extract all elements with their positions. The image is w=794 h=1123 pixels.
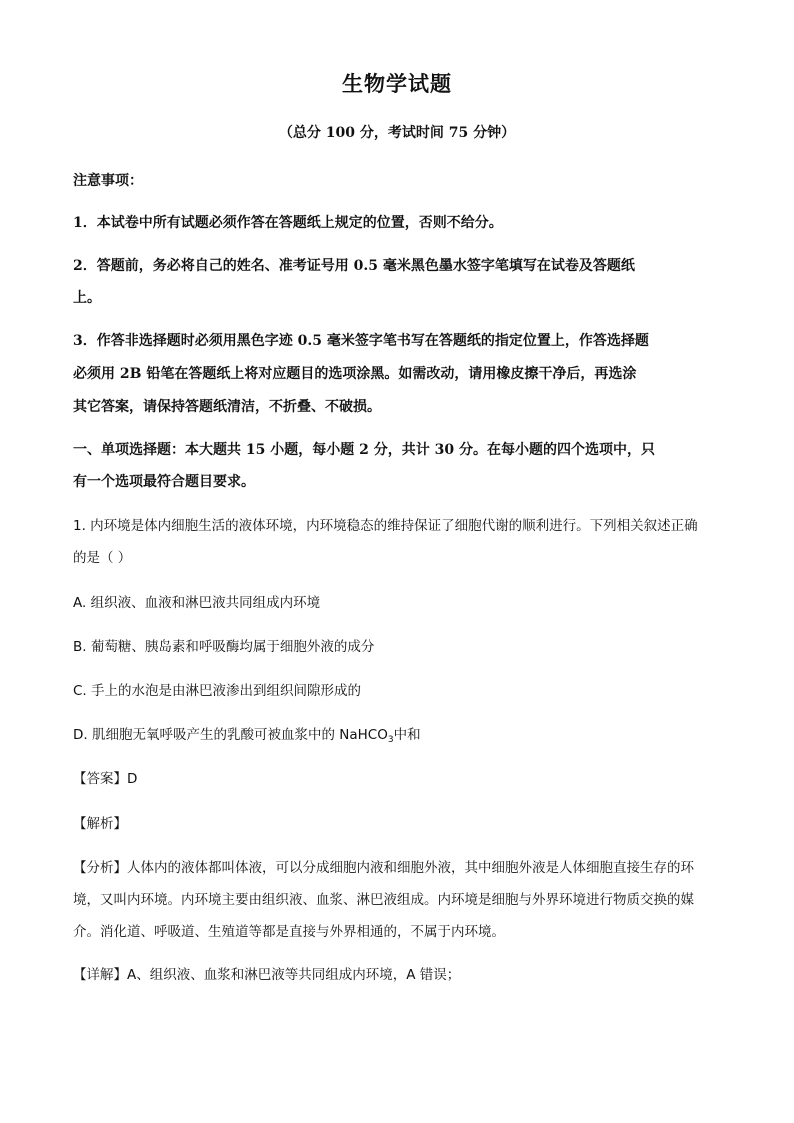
option-a: A. 组织液、血液和淋巴液共同组成内环境 (73, 595, 321, 611)
question-stem-line-2: 的是（ ） (73, 550, 132, 566)
notice-item-2-line-2: 上。 (73, 290, 101, 306)
page-subtitle: （总分 100 分，考试时间 75 分钟） (278, 125, 516, 141)
notice-item-3-line-3: 其它答案，请保持答题纸清洁，不折叠、不破损。 (73, 399, 381, 415)
question-stem-line-1: 1. 内环境是体内细胞生活的液体环境，内环境稳态的维持保证了细胞代谢的顺利进行。下列相关叙述正确 (73, 518, 698, 534)
fenxi-line-1 (73, 856, 694, 876)
analysis-line (73, 812, 127, 832)
page-title: 生物学试题 (342, 71, 452, 96)
answer-line (73, 767, 137, 787)
fenxi-line-3: 介。消化道、呼吸道、生殖道等都是直接与外界相通的，不属于内环境。 (73, 924, 505, 940)
answer-tag: 【答案】 (73, 771, 127, 787)
option-c: C. 手上的水泡是由淋巴液渗出到组织间隙形成的 (73, 683, 362, 699)
xiangjie-line-1 (73, 963, 460, 983)
notice-item-3-line-2: 必须用 2B 铅笔在答题纸上将对应题目的选项涂黑。如需改动，请用橡皮擦干净后，再选涂 (73, 366, 637, 382)
option-d-subscript: 3 (387, 735, 394, 745)
xiangjie-tag: 【详解】 (73, 967, 127, 983)
section-heading-line-2: 有一个选项最符合题目要求。 (73, 474, 255, 490)
fenxi-text-1: 人体内的液体都叫体液，可以分成细胞内液和细胞外液，其中细胞外液是人体细胞直接生存的环 (127, 860, 694, 876)
fenxi-line-2: 境，又叫内环境。内环境主要由组织液、血浆、淋巴液组成。内环境是细胞与外界环境进行物质交换的媒 (73, 892, 694, 908)
section-heading-line-1: 一、单项选择题：本大题共 15 小题，每小题 2 分，共计 30 分。在每小题的四个选项中，只 (73, 442, 655, 458)
fenxi-tag: 【分析】 (73, 860, 127, 876)
option-d-text-end: 中和 (393, 727, 421, 743)
notice-item-1: 1．本试卷中所有试题必须作答在答题纸上规定的位置，否则不给分。 (73, 215, 503, 231)
option-d (73, 723, 421, 745)
option-d-text: D. 肌细胞无氧呼吸产生的乳酸可被血浆中的 NaHCO (73, 727, 388, 743)
option-b: B. 葡萄糖、胰岛素和呼吸酶均属于细胞外液的成分 (73, 639, 375, 655)
notice-item-3-line-1: 3．作答非选择题时必须用黑色字迹 0.5 毫米签字笔书写在答题纸的指定位置上，作答选择题 (73, 333, 649, 349)
answer-value: D (127, 771, 138, 787)
analysis-tag: 【解析】 (73, 816, 127, 832)
notice-item-2-line-1: 2．答题前，务必将自己的姓名、准考证号用 0.5 毫米黑色墨水签字笔填写在试卷及答题纸 (73, 258, 635, 274)
notice-heading: 注意事项： (73, 173, 143, 189)
xiangjie-text-1: A、组织液、血浆和淋巴液等共同组成内环境，A 错误； (127, 967, 461, 983)
